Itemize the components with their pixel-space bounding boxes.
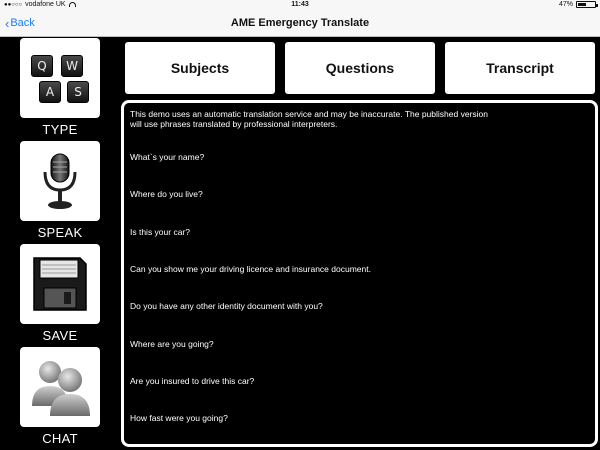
keyboard-icon bbox=[27, 51, 93, 105]
signal-icon: ●●○○○ bbox=[4, 1, 23, 8]
question-item[interactable]: Do you have any other identity document with you? bbox=[130, 301, 323, 311]
question-item[interactable]: Can you show me your driving licence and insurance document. bbox=[130, 264, 371, 274]
chat-label: CHAT bbox=[42, 431, 78, 446]
tab-questions[interactable]: Questions bbox=[285, 42, 435, 94]
question-item[interactable]: How fast were you going? bbox=[130, 413, 228, 423]
tab-transcript[interactable]: Transcript bbox=[445, 42, 595, 94]
type-button[interactable] bbox=[20, 38, 100, 118]
microphone-icon bbox=[35, 150, 85, 212]
question-item[interactable]: Are you insured to drive this car? bbox=[130, 376, 255, 386]
status-bar bbox=[0, 0, 600, 11]
key-s: S bbox=[67, 81, 89, 103]
speak-button[interactable] bbox=[20, 141, 100, 221]
questions-panel[interactable] bbox=[121, 100, 598, 447]
floppy-disk-icon bbox=[30, 254, 90, 314]
chevron-left-icon: ‹ bbox=[5, 15, 10, 31]
carrier-label: vodafone UK bbox=[25, 1, 66, 8]
back-label: Back bbox=[10, 17, 35, 29]
chat-button[interactable] bbox=[20, 347, 100, 427]
disclaimer-text bbox=[130, 109, 540, 129]
users-icon bbox=[28, 356, 92, 418]
save-label: SAVE bbox=[42, 328, 78, 343]
tab-subjects[interactable]: Subjects bbox=[125, 42, 275, 94]
question-item[interactable]: Is this your car? bbox=[130, 227, 190, 237]
disclaimer-line-1: This demo uses an automatic translation service and may be inaccurate. The published version bbox=[130, 109, 488, 119]
question-item[interactable]: Where do you live? bbox=[130, 189, 203, 199]
navigation-bar bbox=[0, 11, 600, 37]
sidebar-item-chat[interactable] bbox=[20, 347, 100, 446]
battery-fill bbox=[578, 3, 586, 6]
key-w: W bbox=[61, 55, 83, 77]
sidebar-item-speak[interactable] bbox=[20, 141, 100, 240]
disclaimer-line-2: will use phrases translated by professional interpreters. bbox=[130, 119, 338, 129]
status-time: 11:43 bbox=[291, 1, 309, 8]
type-label: TYPE bbox=[42, 122, 78, 137]
save-button[interactable] bbox=[20, 244, 100, 324]
battery-icon bbox=[576, 1, 596, 8]
key-a: A bbox=[39, 81, 61, 103]
question-item[interactable]: Where are you going? bbox=[130, 339, 214, 349]
status-right bbox=[559, 1, 596, 8]
question-item[interactable]: What`s your name? bbox=[130, 152, 205, 162]
sidebar-item-save[interactable] bbox=[20, 244, 100, 343]
key-q: Q bbox=[31, 55, 53, 77]
battery-percent: 47% bbox=[558, 1, 573, 8]
speak-label: SPEAK bbox=[37, 225, 83, 240]
page-title: AME Emergency Translate bbox=[230, 17, 370, 29]
sidebar-item-type[interactable] bbox=[20, 38, 100, 137]
